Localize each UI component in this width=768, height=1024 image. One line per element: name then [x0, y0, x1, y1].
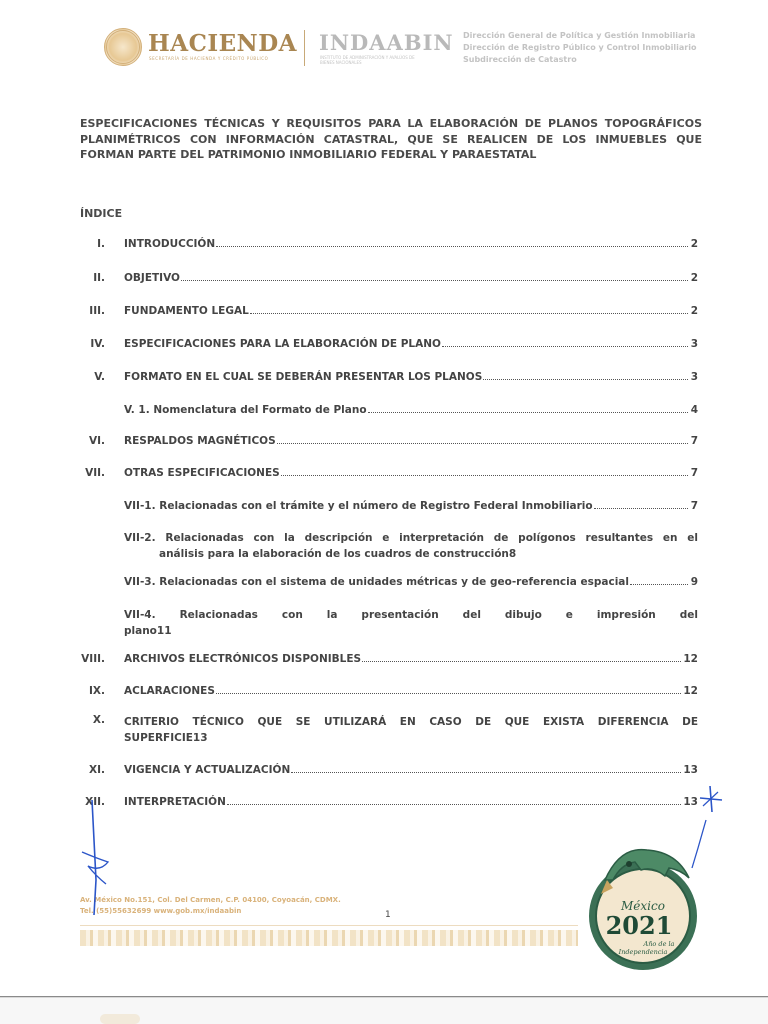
toc-number: I. — [97, 238, 105, 250]
toc-number: X. — [92, 714, 105, 726]
leader-dots — [630, 584, 688, 585]
toc-page: 7 — [690, 467, 698, 479]
leader-dots — [291, 772, 681, 773]
toc-page: 8 — [508, 548, 517, 560]
toc-title: ACLARACIONES — [124, 685, 215, 697]
toc-title-line1: CRITERIO TÉCNICO QUE SE UTILIZARÁ EN CASO DE QUE EXISTA DIFERENCIA DE — [124, 716, 698, 728]
toc-page: 3 — [690, 371, 698, 383]
toc-page: 13 — [192, 732, 208, 744]
toc-title: V. 1. Nomenclatura del Formato de Plano — [124, 404, 367, 416]
leader-dots — [281, 475, 688, 476]
leader-dots — [250, 313, 688, 314]
toc-page: 4 — [690, 404, 698, 416]
toc-title: VII-3. Relacionadas con el sistema de unidades métricas y de geo-referencia espacial — [124, 576, 629, 588]
toc-title-line1: VII-4. Relacionadas con la presentación del dibujo e impresión del — [124, 609, 698, 621]
toc-title-line1: VII-2. Relacionadas con la descripción e interpretación de polígonos resultantes en el — [124, 532, 698, 544]
toc-title: INTERPRETACIÓN — [124, 796, 226, 808]
toc-title: ESPECIFICACIONES PARA LA ELABORACIÓN DE PLANO — [124, 338, 441, 350]
toc-title: INTRODUCCIÓN — [124, 238, 216, 250]
leader-dots — [227, 804, 682, 805]
toc-number: VI. — [88, 435, 105, 447]
toc-title: FUNDAMENTO LEGAL — [124, 305, 249, 317]
toc-title: RESPALDOS MAGNÉTICOS — [124, 435, 276, 447]
toc-number: IV. — [90, 338, 105, 350]
toc-number: VIII. — [81, 653, 105, 665]
footer-contact — [80, 895, 341, 917]
department-line: Dirección de Registro Público y Control Inmobiliario — [463, 43, 697, 52]
next-page-edge — [0, 998, 768, 1024]
emblem-country: México — [621, 899, 665, 913]
leader-dots — [483, 379, 688, 380]
toc-page: 12 — [683, 685, 698, 697]
index-heading: ÍNDICE — [80, 207, 123, 220]
leader-dots — [216, 693, 681, 694]
toc-page: 7 — [690, 500, 698, 512]
toc-title-line2: SUPERFICIE — [124, 732, 193, 744]
document-title: ESPECIFICACIONES TÉCNICAS Y REQUISITOS PARA LA ELABORACIÓN DE PLANOS TOPOGRÁFICOS PLANIMÉTRICOS CON INFORMACIÓN CATASTRAL, QUE SE REALICEN DE LOS INMUEBLES QUE FORMAN PARTE DEL PATRIMONIO INMOBILIARIO FEDERAL Y PARAESTATAL — [80, 117, 702, 161]
toc-page: 2 — [690, 272, 698, 284]
footer-phone-web: Tel. (55)55632699 www.gob.mx/indaabin — [80, 907, 242, 915]
footer-divider — [80, 925, 578, 926]
toc-page: 2 — [690, 305, 698, 317]
indaabin-logo: INDAABIN — [319, 30, 454, 55]
emblem-caption-line1: Año de la — [643, 940, 675, 948]
leader-dots — [277, 443, 688, 444]
toc-number: VII. — [85, 467, 105, 479]
footer-address: Av. México No.151, Col. Del Carmen, C.P. 04100, Coyoacán, CDMX. — [80, 896, 341, 904]
toc-number: III. — [89, 305, 105, 317]
toc-number: V. — [94, 371, 105, 383]
hacienda-logo-subtitle: SECRETARÍA DE HACIENDA Y CRÉDITO PÚBLICO — [149, 56, 269, 61]
toc-number: II. — [93, 272, 105, 284]
department-line: Dirección General de Política y Gestión Inmobiliaria — [463, 31, 696, 40]
leader-dots — [442, 346, 688, 347]
toc-title: OBJETIVO — [124, 272, 180, 284]
leader-dots — [181, 280, 688, 281]
emblem-caption-line2: Independencia — [618, 948, 668, 956]
toc-page: 9 — [690, 576, 698, 588]
toc-number: XII. — [85, 796, 105, 808]
leader-dots — [368, 412, 688, 413]
toc-title: VIGENCIA Y ACTUALIZACIÓN — [124, 764, 291, 776]
leader-dots — [362, 661, 681, 662]
toc-page: 3 — [690, 338, 698, 350]
toc-number: XI. — [89, 764, 105, 776]
toc-page: 13 — [683, 764, 698, 776]
leader-dots — [216, 246, 688, 247]
leader-dots — [594, 508, 688, 509]
mexico-2021-emblem — [585, 840, 703, 972]
toc-page: 7 — [690, 435, 698, 447]
toc-number: IX. — [89, 685, 105, 697]
toc-title-line2: plano — [124, 625, 157, 637]
toc-page: 2 — [690, 238, 698, 250]
toc-title: FORMATO EN EL CUAL SE DEBERÁN PRESENTAR LOS PLANOS — [124, 371, 483, 383]
toc-title: ARCHIVOS ELECTRÓNICOS DISPONIBLES — [124, 653, 362, 665]
toc-page: 12 — [683, 653, 698, 665]
page-number: 1 — [385, 910, 391, 920]
department-line: Subdirección de Catastro — [463, 55, 577, 64]
indaabin-logo-subtitle: INSTITUTO DE ADMINISTRACIÓN Y AVALÚOS DE BIENES NACIONALES — [320, 55, 415, 65]
hacienda-logo: HACIENDA — [148, 30, 297, 57]
toc-page: 11 — [156, 625, 172, 637]
emblem-year: 2021 — [605, 911, 673, 940]
toc-title: OTRAS ESPECIFICACIONES — [124, 467, 280, 479]
toc-title: VII-1. Relacionadas con el trámite y el número de Registro Federal Inmobiliario — [124, 500, 593, 512]
toc-page: 13 — [683, 796, 698, 808]
toc-title-line2: análisis para la elaboración de los cuadros de construcción — [159, 548, 509, 560]
next-page-logo-ghost — [100, 1014, 140, 1024]
footer-ornament — [80, 930, 578, 946]
